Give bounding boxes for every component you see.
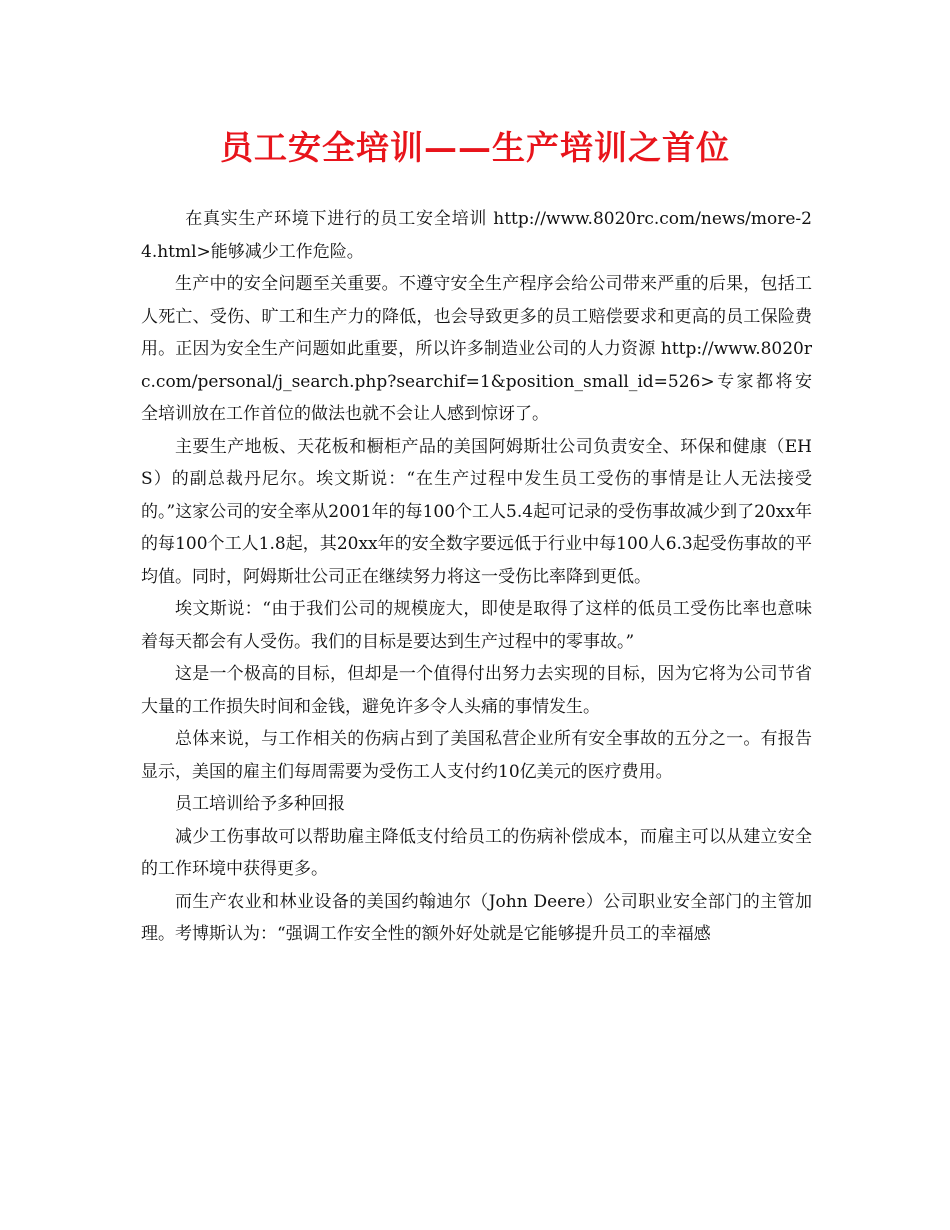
section-heading-returns: 员工培训给予多种回报 bbox=[175, 794, 345, 814]
paragraph-intro: 在真实生产环境下进行的员工安全培训 http://www.8020rc.com/news/more-24.html>能够减少工作危险。 bbox=[141, 209, 812, 262]
document-title: 员工安全培训——生产培训之首位 bbox=[220, 128, 730, 167]
paragraph-high-goal: 这是一个极高的目标，但却是一个值得付出努力去实现的目标，因为它将为公司节省大量的工作损失时间和金钱，避免许多令人头痛的事情发生。 bbox=[141, 664, 812, 717]
document-body bbox=[141, 203, 812, 951]
paragraph-safety-importance: 生产中的安全问题至关重要。不遵守安全生产程序会给公司带来严重的后果，包括工人死亡、受伤、旷工和生产力的降低，也会导致更多的员工赔偿要求和更高的员工保险费用。正因为安全生产问题如此重要，所以许多制造业公司的人力资源 http://www.8020rc.com/personal/j_search.php?searchif=1&position_small_id=526>专家都将安全培训放在工作首位的做法也就不会让人感到惊讶了。 bbox=[141, 274, 812, 424]
paragraph-evans-quote: 埃文斯说：“由于我们公司的规模庞大，即使是取得了这样的低员工受伤比率也意味着每天都会有人受伤。我们的目标是要达到生产过程中的零事故。” bbox=[141, 599, 812, 652]
paragraph-armstrong: 主要生产地板、天花板和橱柜产品的美国阿姆斯壮公司负责安全、环保和健康（EHS）的副总裁丹尼尔。埃文斯说：“在生产过程中发生员工受伤的事情是让人无法接受的。”这家公司的安全率从2001年的每100个工人5.4起可记录的受伤事故减少到了20xx年的每100个工人1.8起，其20xx年的安全数字要远低于行业中每100人6.3起受伤事故的平均值。同时，阿姆斯壮公司正在继续努力将这一受伤比率降到更低。 bbox=[141, 436, 812, 587]
paragraph-john-deere: 而生产农业和林业设备的美国约翰迪尔（John Deere）公司职业安全部门的主管加理。考博斯认为：“强调工作安全性的额外好处就是它能够提升员工的幸福感 bbox=[141, 891, 812, 944]
paragraph-reduce-injuries: 减少工伤事故可以帮助雇主降低支付给员工的伤病补偿成本，而雇主可以从建立安全的工作环境中获得更多。 bbox=[141, 826, 812, 879]
paragraph-statistics: 总体来说，与工作相关的伤病占到了美国私营企业所有安全事故的五分之一。有报告显示，美国的雇主们每周需要为受伤工人支付约10亿美元的医疗费用。 bbox=[141, 729, 812, 782]
